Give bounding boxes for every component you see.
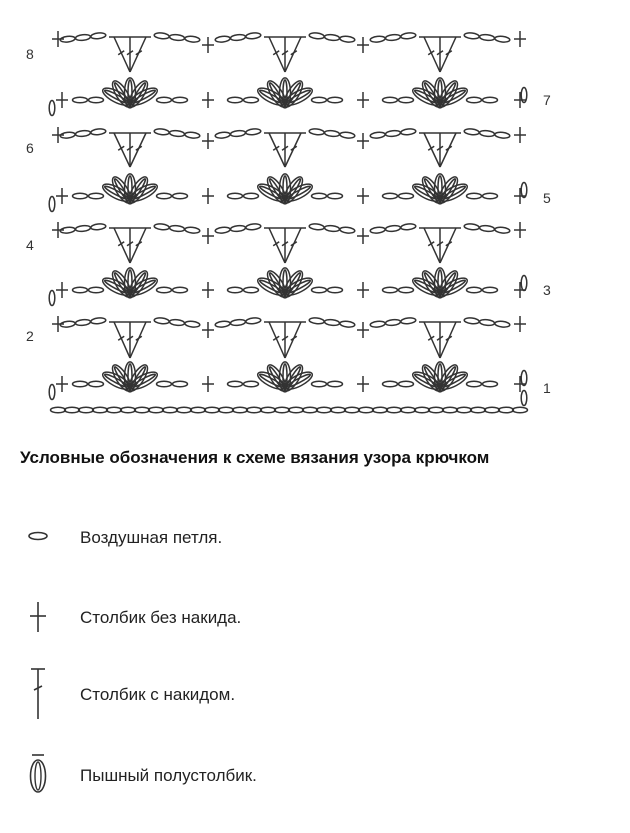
chain-stitch — [185, 132, 201, 139]
chain-stitch — [244, 381, 259, 387]
chain-stitch — [328, 287, 343, 293]
chain-stitch — [91, 32, 107, 39]
chain-stitch — [309, 317, 325, 324]
chain-stitch — [215, 321, 231, 328]
chain-stitch — [312, 97, 327, 103]
chain-stitch — [340, 321, 356, 328]
chain-stitch — [495, 321, 511, 328]
chain-stitch — [169, 34, 185, 41]
row-number-4: 4 — [26, 237, 34, 253]
chain-stitch — [483, 193, 498, 199]
double-crochet — [130, 133, 146, 167]
chain-stitch — [303, 407, 318, 413]
chain-stitch — [499, 407, 514, 413]
chain-stitch — [328, 97, 343, 103]
chain-stitch — [91, 317, 107, 324]
chain-stitch — [244, 287, 259, 293]
chain-stitch — [228, 193, 243, 199]
chain-stitch — [154, 223, 170, 230]
chain-stitch — [464, 32, 480, 39]
chain-stitch — [246, 223, 262, 230]
chain-stitch — [312, 381, 327, 387]
chain-stitch — [385, 225, 401, 232]
chain-stitch — [228, 97, 243, 103]
chain-stitch — [399, 287, 414, 293]
chain-stitch — [135, 407, 150, 413]
chain-stitch — [483, 97, 498, 103]
chain-stitch — [73, 287, 88, 293]
double-crochet-icon — [22, 663, 54, 723]
row-number-6: 6 — [26, 140, 34, 156]
chain-stitch — [385, 34, 401, 41]
chain-stitch — [383, 287, 398, 293]
chain-stitch — [495, 227, 511, 234]
chain-stitch — [246, 128, 262, 135]
chain-stitch — [91, 128, 107, 135]
chain-stitch — [149, 407, 164, 413]
chain-stitch — [464, 317, 480, 324]
chain-stitch — [75, 130, 91, 137]
chain-stitch — [191, 407, 206, 413]
chain-stitch — [163, 407, 178, 413]
chain-stitch — [230, 130, 246, 137]
legend-item-chain — [0, 506, 630, 566]
chain-stitch — [399, 193, 414, 199]
chain-stitch — [399, 97, 414, 103]
chain-stitch — [73, 381, 88, 387]
chain-stitch — [495, 36, 511, 43]
chain-stitch — [385, 319, 401, 326]
chain-stitch — [89, 97, 104, 103]
chain-stitch — [154, 32, 170, 39]
chain-stitch — [521, 391, 527, 406]
puff-stitch-icon — [22, 744, 54, 804]
chain-stitch — [483, 287, 498, 293]
chain-stitch — [49, 197, 55, 212]
row-number-5: 5 — [543, 190, 551, 206]
chain-stitch — [91, 223, 107, 230]
chain-stitch — [464, 223, 480, 230]
double-crochet — [440, 322, 456, 358]
chain-stitch — [49, 385, 55, 400]
row-number-2: 2 — [26, 328, 34, 344]
chain-stitch — [485, 407, 500, 413]
chain-stitch — [373, 407, 388, 413]
chain-stitch — [185, 321, 201, 328]
chain-stitch — [275, 407, 290, 413]
single-crochet-icon — [22, 586, 54, 646]
chain-stitch — [205, 407, 220, 413]
chain-stitch — [312, 287, 327, 293]
chain-stitch — [331, 407, 346, 413]
chain-stitch — [495, 132, 511, 139]
legend-label-chain: Воздушная петля. — [80, 528, 223, 547]
double-crochet — [285, 322, 301, 358]
chain-stitch — [399, 381, 414, 387]
chain-stitch — [215, 132, 231, 139]
chain-stitch — [370, 132, 386, 139]
chain-stitch — [312, 193, 327, 199]
chain-stitch — [49, 291, 55, 306]
chain-stitch — [177, 407, 192, 413]
double-crochet — [440, 228, 456, 263]
chain-stitch — [467, 193, 482, 199]
chain-stitch — [169, 130, 185, 137]
chain-stitch — [75, 225, 91, 232]
chain-stitch — [328, 193, 343, 199]
legend-item-single-crochet — [0, 586, 630, 646]
chain-stitch — [215, 227, 231, 234]
chain-stitch — [401, 317, 417, 324]
chain-stitch — [359, 407, 374, 413]
chain-stitch — [309, 223, 325, 230]
chain-stitch — [73, 193, 88, 199]
chain-stitch — [324, 319, 340, 326]
chain-stitch — [309, 128, 325, 135]
chain-stitch — [457, 407, 472, 413]
chain-stitch — [173, 193, 188, 199]
chain-stitch — [89, 193, 104, 199]
chain-stitch — [370, 321, 386, 328]
chain-stitch — [443, 407, 458, 413]
chain-stitch — [317, 407, 332, 413]
chain-stitch — [154, 317, 170, 324]
chain-stitch — [464, 128, 480, 135]
chain-stitch — [401, 32, 417, 39]
chain-stitch — [513, 407, 528, 413]
chain-stitch — [73, 97, 88, 103]
chain-stitch — [370, 36, 386, 43]
row-number-3: 3 — [543, 282, 551, 298]
row-number-8: 8 — [26, 46, 34, 62]
chain-stitch — [233, 407, 248, 413]
chain-stitch — [401, 407, 416, 413]
chain-stitch — [215, 36, 231, 43]
chain-stitch — [340, 36, 356, 43]
chain-stitch — [157, 193, 172, 199]
chain-stitch — [51, 407, 66, 413]
chain-stitch — [157, 287, 172, 293]
chain-stitch — [324, 34, 340, 41]
chain-stitch — [246, 32, 262, 39]
chain-stitch — [169, 319, 185, 326]
chain-stitch — [479, 34, 495, 41]
chain-stitch — [479, 130, 495, 137]
chain-stitch — [247, 407, 262, 413]
chain-stitch — [467, 97, 482, 103]
double-crochet — [285, 228, 301, 263]
chain-stitch — [289, 407, 304, 413]
chain-stitch — [383, 193, 398, 199]
chain-stitch — [261, 407, 276, 413]
chain-stitch — [230, 34, 246, 41]
chain-stitch — [479, 319, 495, 326]
legend-title: Условные обозначения к схеме вязания узора крючком — [20, 448, 490, 467]
chain-stitch — [328, 381, 343, 387]
chain-stitch — [415, 407, 430, 413]
chain-stitch — [246, 317, 262, 324]
chain-stitch — [521, 276, 527, 291]
chain-stitch — [219, 407, 234, 413]
chain-stitch — [93, 407, 108, 413]
double-crochet — [130, 322, 146, 358]
chain-stitch — [154, 128, 170, 135]
row-number-1: 1 — [543, 380, 551, 396]
chain-stitch — [370, 227, 386, 234]
chain-stitch — [107, 407, 122, 413]
chain-stitch-icon — [22, 506, 54, 566]
chain-stitch — [429, 407, 444, 413]
double-crochet — [440, 133, 456, 167]
chain-stitch — [173, 381, 188, 387]
chain-stitch — [185, 227, 201, 234]
chain-stitch — [471, 407, 486, 413]
chain-stitch — [89, 381, 104, 387]
chain-stitch — [121, 407, 136, 413]
chain-stitch — [309, 32, 325, 39]
legend-item-double-crochet — [0, 663, 630, 723]
double-crochet — [285, 133, 301, 167]
chain-stitch — [483, 381, 498, 387]
chain-stitch — [479, 225, 495, 232]
chain-stitch — [383, 381, 398, 387]
double-crochet — [130, 228, 146, 263]
chain-stitch — [324, 225, 340, 232]
chain-stitch — [401, 223, 417, 230]
chain-stitch — [228, 381, 243, 387]
chain-stitch — [324, 130, 340, 137]
chain-stitch — [228, 287, 243, 293]
chain-stitch — [467, 287, 482, 293]
double-crochet — [440, 37, 456, 72]
row-number-7: 7 — [543, 92, 551, 108]
legend-item-puff-stitch — [0, 744, 630, 804]
chain-stitch — [340, 132, 356, 139]
chain-stitch — [230, 225, 246, 232]
chain-stitch — [340, 227, 356, 234]
chain-stitch — [185, 36, 201, 43]
chain-stitch — [244, 97, 259, 103]
chain-stitch — [65, 407, 80, 413]
chain-stitch — [173, 97, 188, 103]
chain-stitch — [173, 287, 188, 293]
chain-stitch — [89, 287, 104, 293]
double-crochet — [285, 37, 301, 72]
chain-stitch — [75, 319, 91, 326]
chain-stitch — [401, 128, 417, 135]
chain-stitch — [230, 319, 246, 326]
chain-stitch — [345, 407, 360, 413]
chain-stitch — [383, 97, 398, 103]
legend-label-puff-stitch: Пышный полустолбик. — [80, 766, 257, 785]
chain-stitch — [385, 130, 401, 137]
chain-stitch — [79, 407, 94, 413]
chain-stitch — [244, 193, 259, 199]
chain-stitch — [49, 101, 55, 116]
double-crochet — [130, 37, 146, 72]
chain-stitch — [157, 97, 172, 103]
chain-stitch — [467, 381, 482, 387]
legend-label-single-crochet: Столбик без накида. — [80, 608, 242, 627]
chain-stitch — [75, 34, 91, 41]
chain-stitch — [169, 225, 185, 232]
chain-stitch — [157, 381, 172, 387]
chain-stitch — [387, 407, 402, 413]
legend-label-double-crochet: Столбик с накидом. — [80, 685, 236, 704]
